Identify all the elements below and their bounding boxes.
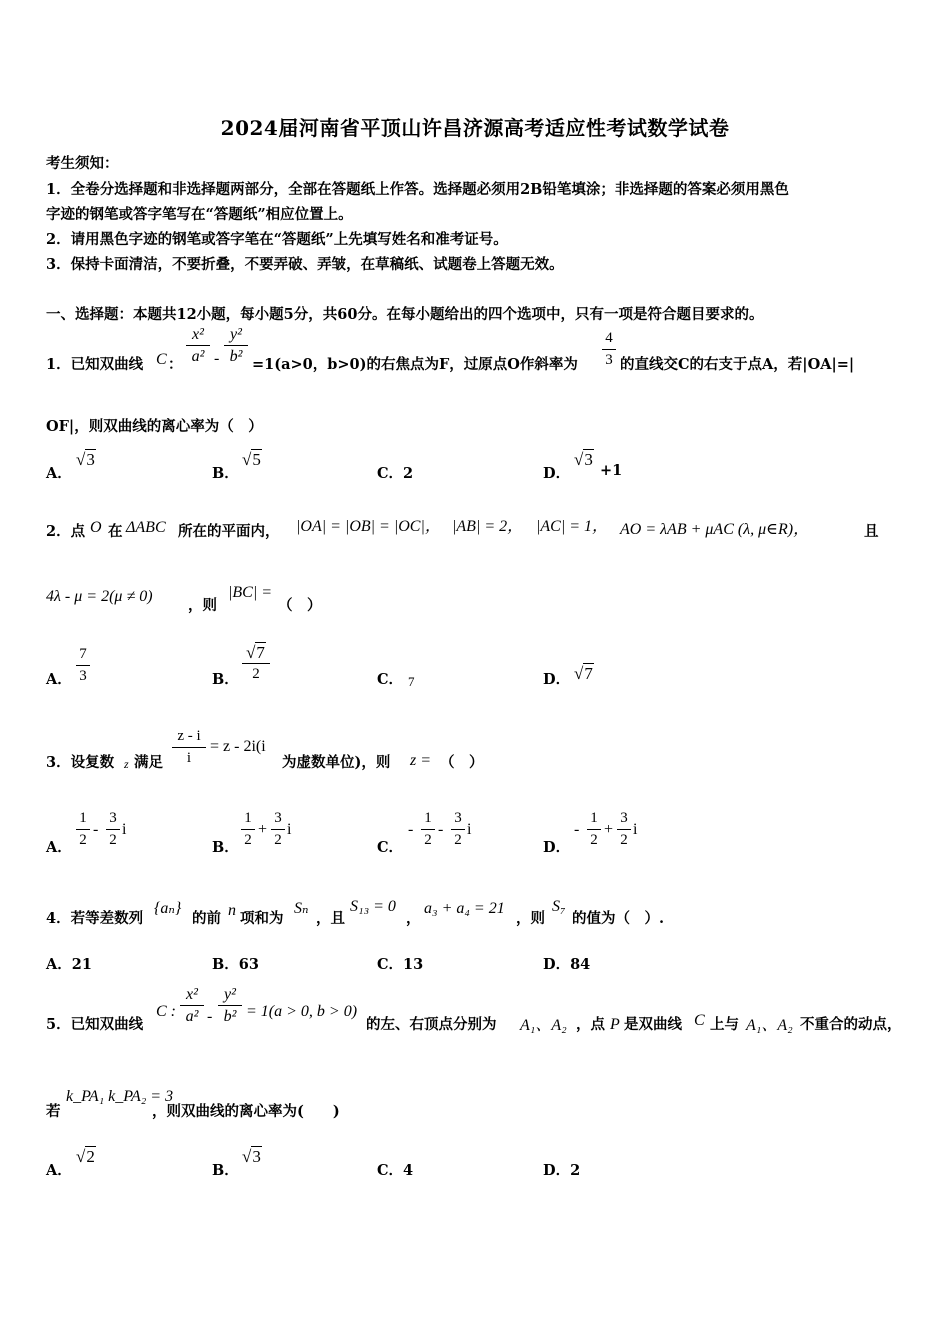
q3-option-d-op: + [604,821,614,838]
q3-frac: z - i i [172,728,206,767]
q2-option-b-value: √7 2 [242,644,270,683]
q5-frac-x: x² a² [180,986,204,1025]
q2-blank: （ ） [278,597,322,614]
q3-option-b-frac2: 3 2 [271,810,285,849]
q2-eq4: AO = λAB + μAC (λ, μ∈R)， [620,521,810,538]
q5-t2: ，点 [576,1016,605,1033]
q5-curve: C : [156,1003,176,1020]
q4-t1: 的前 [192,910,221,927]
q4-sep: ， [406,910,421,927]
q3-rhs: = z - 2i(i [210,738,266,755]
q5-option-b-value: √3 [242,1147,261,1166]
q1-frac-x: x² a² [186,326,210,365]
q2-option-d-value: √7 [574,664,593,683]
q5-kk: k_PA₁ k_PA₂ = 3 [66,1088,174,1105]
q2-option-d-label: D． [543,671,571,688]
q4-option-a: A．21 [46,956,92,973]
note-item: 2．请用黑色字迹的钢笔或答字笔在“答题纸”上先填写姓名和准考证号。 [46,231,508,248]
q3-option-d-frac1: 1 2 [587,810,601,849]
q5-c2: C [694,1012,705,1029]
q2-eq3: |AC| = 1， [536,518,609,535]
q1-slope-frac: 4 3 [602,330,616,369]
q5-t4: 上与 [710,1016,739,1033]
q2-option-c-value: 7 [408,674,415,689]
q3-prefix: 3．设复数 [46,754,115,771]
q2-prefix: 2．点 [46,523,86,540]
q3-option-a-op: - [93,821,99,838]
q3-option-c-frac1: 1 2 [421,810,435,849]
q2-option-a-label: A． [46,671,72,688]
q2-line2-text: ，则 [188,597,217,614]
note-item: 1．全卷分选择题和非选择题两部分，全部在答题纸上作答。选择题必须用2B铅笔填涂；非选择题的答案必须用黑色 [46,181,789,198]
q4-seq: {aₙ} [154,900,182,917]
q5-frac-y: y² b² [218,986,242,1025]
notes-heading: 考生须知： [46,155,119,172]
q2-and: 且 [864,523,879,540]
q5-option-d: D．2 [543,1162,581,1179]
q2-option-c-label: C． [377,671,404,688]
q1-option-d-value: √3 [574,450,593,469]
q2-point: O [90,519,102,536]
q3-option-d-i: i [633,821,638,838]
q1-option-b-label: B． [212,465,239,482]
q4-a34: a₃ + a₄ = 21 [424,900,505,917]
q1-option-d-label: D． [543,465,571,482]
q1-prefix: 1．已知双曲线 [46,356,144,373]
q3-option-d-sign: - [574,821,580,838]
q4-option-d: D．84 [543,956,591,973]
q4-option-b: B．63 [212,956,259,973]
q3-option-d-label: D． [543,839,571,856]
q1-line2: OF|，则双曲线的离心率为（ ） [46,418,263,435]
q3-option-b-i: i [287,821,292,838]
q3-cond: 满足 [134,754,163,771]
q4-prefix: 4．若等差数列 [46,910,144,927]
page-title: 2024届河南省平顶山许昌济源高考适应性考试数学试卷 [220,116,730,140]
note-item: 字迹的钢笔或答字笔写在“答题纸”相应位置上。 [46,206,353,223]
q5-condition: = 1(a > 0, b > 0) [246,1003,358,1020]
q3-blank: （ ） [440,754,484,771]
note-item: 3．保持卡面清洁，不要折叠，不要弄破、弄皱，在草稿纸、试题卷上答题无效。 [46,256,564,273]
q1-colon: ： [168,356,183,373]
q3-unit: 为虚数单位)，则 [282,754,391,771]
q2-plane: 所在的平面内， [178,523,280,540]
q5-line2-b: ，则双曲线的离心率为( ) [152,1103,340,1120]
q5-t1: 的左、右顶点分别为 [366,1016,497,1033]
q1-option-c: C．2 [377,465,414,482]
q1-curve: C [156,351,167,368]
q4-n: n [228,902,236,919]
q1-option-b-value: √5 [242,450,261,469]
q2-line2-math: 4λ - μ = 2(μ ≠ 0) [46,588,153,605]
q3-option-b-op: + [258,821,268,838]
q5-option-a-value: √2 [76,1147,95,1166]
q4-t4: ，则 [516,910,545,927]
q5-minus: - [207,1008,213,1025]
q4-t2: 项和为 [240,910,284,927]
q5-p: P [610,1016,620,1033]
q4-option-c: C．13 [377,956,424,973]
q1-option-d-tail: +1 [600,462,623,479]
q1-minus: - [214,350,220,367]
q4-t3: ，且 [316,910,345,927]
q2-option-b-label: B． [212,671,239,688]
q3-z: z [124,757,129,771]
q5-t3: 是双曲线 [624,1016,682,1033]
q2-eq1: |OA| = |OB| = |OC|， [296,518,441,535]
q5-vertices-2: A₁、A₂ [746,1017,793,1034]
q1-tail: 的直线交C的右支于点A，若|OA|=| [620,356,855,373]
q4-s7: S₇ [552,898,566,915]
q3-option-b-label: B． [212,839,239,856]
q3-ans: z = [410,752,432,769]
q3-option-a-label: A． [46,839,72,856]
q3-option-c-op: - [438,821,444,838]
q3-option-b-frac1: 1 2 [241,810,255,849]
section-heading: 一、选择题：本题共12小题，每小题5分，共60分。在每小题给出的四个选项中，只有一项是符合题目要求的。 [46,306,764,323]
q3-option-a-frac1: 1 2 [76,810,90,849]
q4-sn: Sₙ [294,900,309,917]
q2-triangle: ΔABC [126,519,166,536]
q3-option-c-sign: - [408,821,414,838]
q2-eq2: |AB| = 2， [452,518,524,535]
q2-bc: |BC| = [228,584,273,601]
q5-option-c: C．4 [377,1162,414,1179]
q3-option-a-frac2: 3 2 [106,810,120,849]
q1-frac-y: y² b² [224,326,248,365]
q1-option-a-label: A． [46,465,72,482]
q5-prefix: 5．已知双曲线 [46,1016,144,1033]
q1-option-a-value: √3 [76,450,95,469]
q4-s13: S₁₃ = 0 [350,898,396,915]
q3-option-a-i: i [122,821,127,838]
q1-condition: =1(a>0，b>0)的右焦点为F，过原点O作斜率为 [252,356,578,373]
q2-option-a-value: 7 3 [76,646,90,685]
q5-t5: 不重合的动点， [800,1016,902,1033]
q5-option-a-label: A． [46,1162,72,1179]
q3-option-d-frac2: 3 2 [617,810,631,849]
q5-line2-a: 若 [46,1103,61,1120]
q5-option-b-label: B． [212,1162,239,1179]
q5-vertices: A₁、A₂ [520,1017,567,1034]
q3-option-c-i: i [467,821,472,838]
q3-option-c-frac2: 3 2 [451,810,465,849]
q4-t5: 的值为（ ）. [572,910,665,927]
q3-option-c-label: C． [377,839,404,856]
q2-in: 在 [108,523,123,540]
